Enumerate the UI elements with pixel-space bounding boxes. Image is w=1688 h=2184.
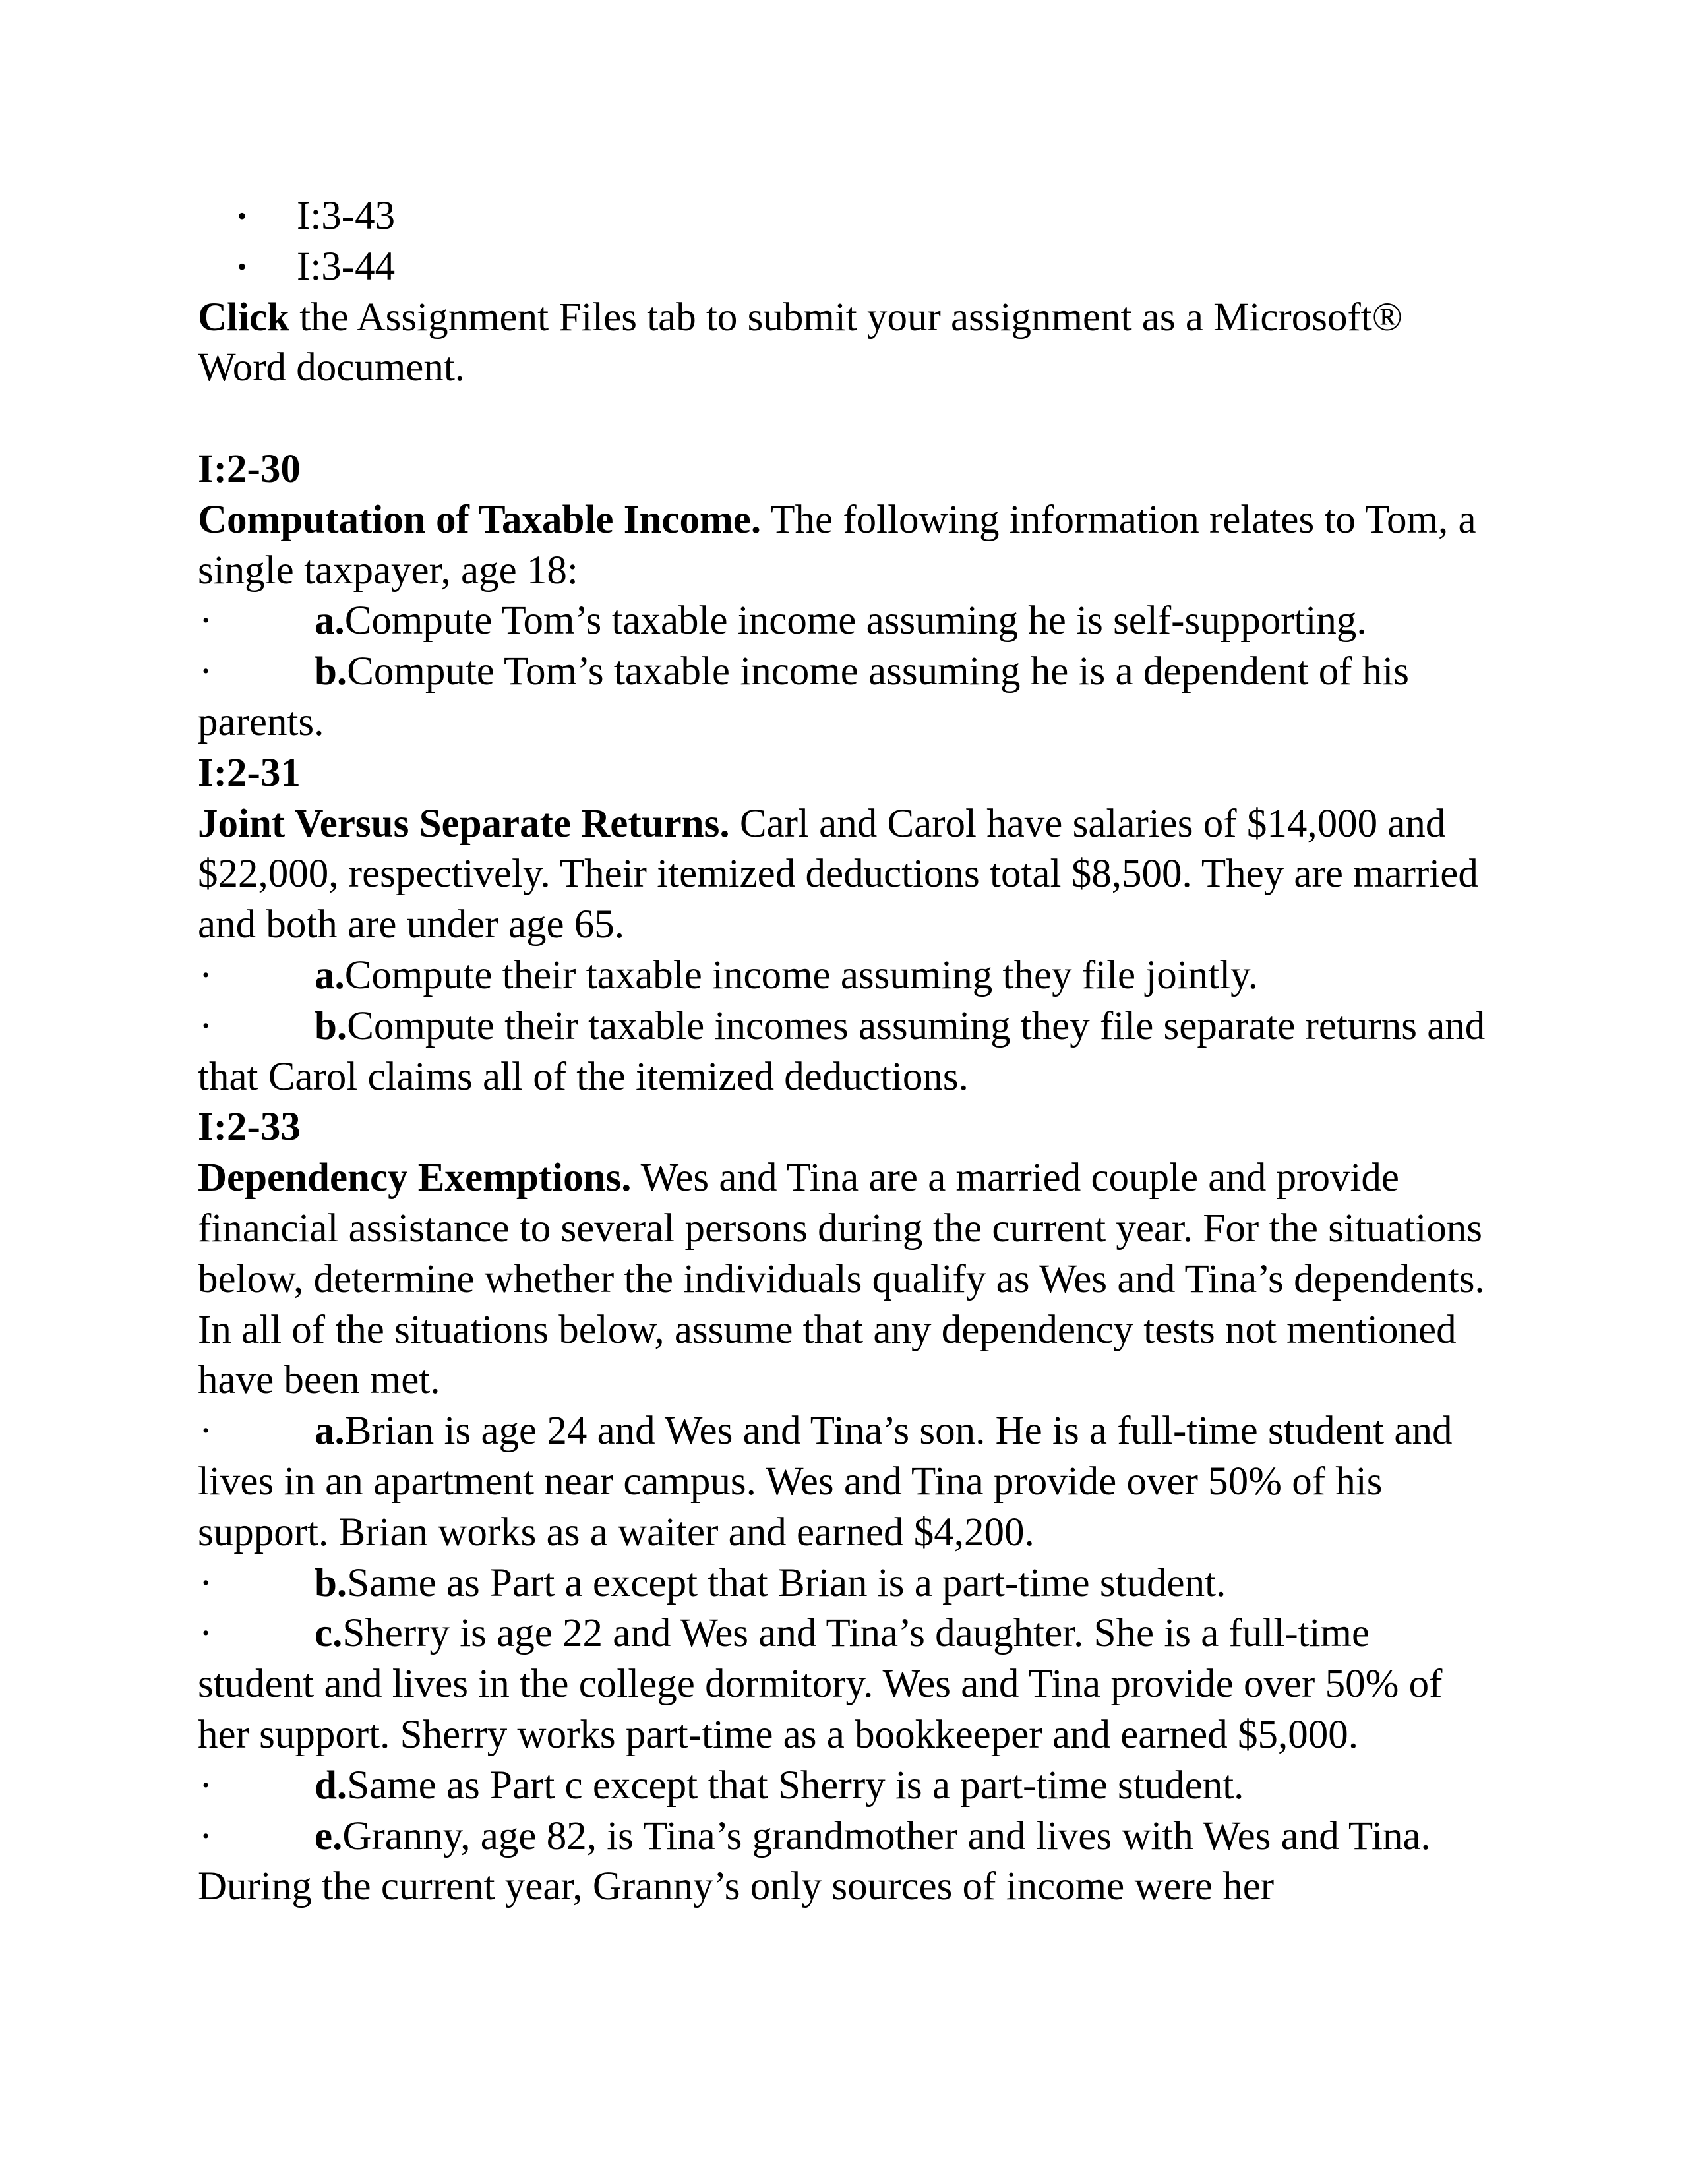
list-item: • I:3-44 [198, 242, 1490, 293]
problem-part: · b.Compute their taxable incomes assuming they file separate returns and that Carol claims all of the itemized deductions. [198, 1001, 1490, 1103]
dot-bullet-icon: · [199, 649, 213, 694]
dot-bullet-icon: · [199, 1560, 213, 1605]
problem-part: · a.Compute their taxable income assuming they file jointly. [198, 951, 1490, 1001]
problem-statement: Dependency Exemptions. Wes and Tina are a married couple and provide financial assistance to several persons during the current year. For the situations below, determine whether the individuals qualify as Wes and Tina’s dependents. In all of the situations below, assume that any dependency tests not mentioned have been met. [198, 1156, 1485, 1403]
document-page [198, 191, 1490, 1912]
dot-bullet-icon: · [199, 1763, 213, 1808]
dot-bullet-icon: · [199, 1611, 213, 1656]
problem-part: · a.Brian is age 24 and Wes and Tina’s son. He is a full-time student and lives in an apartment near campus. Wes and Tina provide over 50% of his support. Brian works as a waiter and earned $4,200. [198, 1406, 1490, 1558]
bullet-icon: • [237, 201, 247, 231]
problem-part: · a.Compute Tom’s taxable income assuming he is self-supporting. [198, 596, 1490, 647]
bullet-icon: • [237, 251, 247, 281]
problem-id: I:2-33 [198, 1105, 301, 1150]
dot-bullet-icon: · [199, 1003, 213, 1048]
problem-part: · d.Same as Part c except that Sherry is a part-time student. [198, 1761, 1490, 1812]
assignment-list [198, 191, 1490, 293]
problem-part: · b.Same as Part a except that Brian is a part-time student. [198, 1558, 1490, 1609]
dot-bullet-icon: · [199, 599, 213, 643]
dot-bullet-icon: · [199, 1409, 213, 1454]
problem-statement: Joint Versus Separate Returns. Carl and Carol have salaries of $14,000 and $22,000, respectively. Their itemized deductions total $8,500. They are married and both are under age 65. [198, 801, 1478, 947]
problem-part: · c.Sherry is age 22 and Wes and Tina’s daughter. She is a full-time student and lives in the college dormitory. Wes and Tina provide over 50% of her support. Sherry works part-time as a bookkeeper and earned $5,000. [198, 1608, 1490, 1760]
problem-part: · b.Compute Tom’s taxable income assuming he is a dependent of his parents. [198, 647, 1490, 748]
submission-instruction: Click the Assignment Files tab to submit your assignment as a Microsoft® Word document. [198, 295, 1403, 390]
list-item: • I:3-43 [198, 191, 1490, 242]
problem-statement: Computation of Taxable Income. The following information relates to Tom, a single taxpayer, age 18: [198, 497, 1476, 593]
problem-id: I:2-30 [198, 446, 301, 491]
dot-bullet-icon: · [199, 1814, 213, 1858]
dot-bullet-icon: · [199, 953, 213, 997]
spacer [198, 394, 1490, 444]
problem-id: I:2-31 [198, 750, 301, 795]
problem-part: · e.Granny, age 82, is Tina’s grandmother and lives with Wes and Tina. During the current year, Granny’s only sources of income were her [198, 1812, 1490, 1913]
